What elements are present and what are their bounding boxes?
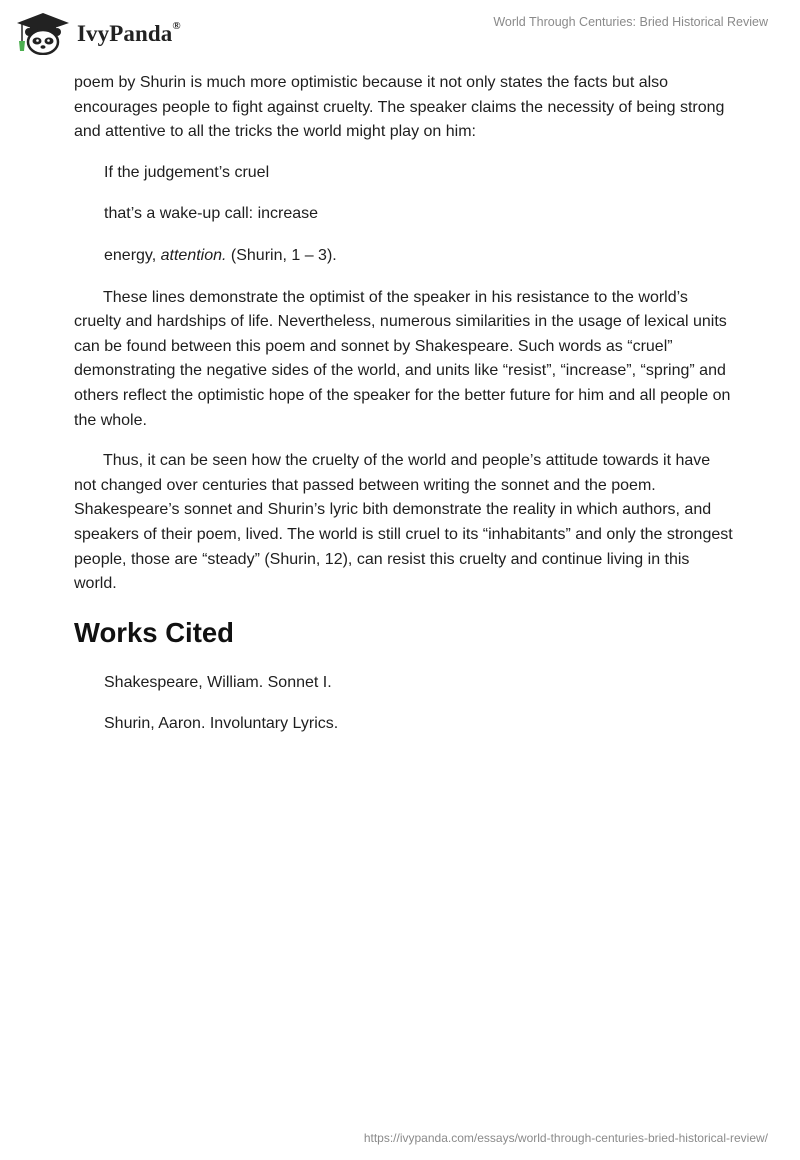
page-header: [0, 0, 800, 70]
paragraph-intro: poem by Shurin is much more optimistic because it not only states the facts but also encourages people to fight against cruelty. The speaker claims the necessity of being strong and attentive to all the tricks the world might play on him:: [74, 74, 725, 141]
brand-name: IvyPanda®: [77, 20, 181, 46]
works-cited-heading: Works Cited: [74, 616, 234, 648]
essay-content: [74, 71, 734, 754]
quote-line: that’s a wake-up call: increase: [104, 205, 319, 223]
citation-item: Shakespeare, William. Sonnet I.: [104, 673, 332, 691]
panda-graduate-logo-icon: [14, 11, 72, 55]
quote-citation: (Shurin, 1 – 3).: [226, 246, 337, 264]
document-title: World Through Centuries: Bried Historical Review: [493, 15, 768, 29]
footer-url-link[interactable]: https://ivypanda.com/essays/world-through-centuries-bried-historical-review/: [363, 1131, 768, 1145]
citation-item: Shurin, Aaron. Involuntary Lyrics.: [104, 715, 339, 733]
quote-line: If the judgement’s cruel: [104, 163, 270, 181]
quote-line: [74, 244, 734, 269]
brand-logo[interactable]: [14, 8, 181, 58]
paragraph: These lines demonstrate the optimist of the speaker in his resistance to the world’s cruelty and hardships of life. Nevertheless, numerous similarities in the usage of lexical units can be found between this poem and sonnet by Shakespeare. Such words as “cruel” demonstrating the negative sides of the world, and units like “resist”, “increase”, “spring” and others reflect the optimistic hope of the speaker for the better future for him and all people on the whole.: [74, 288, 731, 429]
quote-text: energy,: [104, 246, 161, 264]
paragraph: Thus, it can be seen how the cruelty of the world and people’s attitude towards it have not changed over centuries that passed between writing the sonnet and the poem. Shakespeare’s sonnet and Shurin’s lyric bith demonstrate the reality in which authors, and speakers of their poem, lived. The world is still cruel to its “inhabitants” and only the strongest people, those are “steady” (Shurin, 12), can resist this cruelty and continue living in this world.: [74, 452, 733, 593]
quote-italic-text: attention.: [160, 246, 227, 264]
